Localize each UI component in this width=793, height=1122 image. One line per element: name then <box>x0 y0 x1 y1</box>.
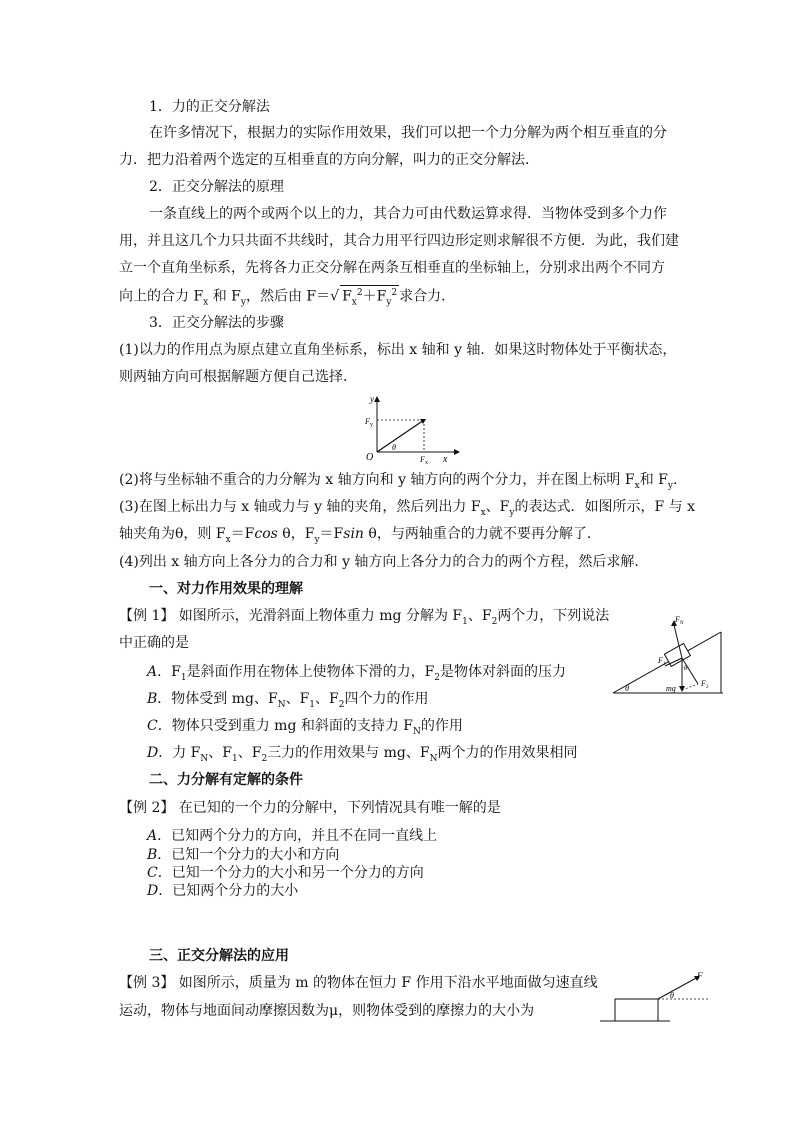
block-force-figure <box>598 965 716 1025</box>
fy-label: F <box>365 417 370 426</box>
coordinate-figure <box>362 392 462 464</box>
option-b[interactable]: B．物体受到 mg、$F_N$、$F_1$、$F_2$四个力的作用 <box>147 691 429 710</box>
option-a[interactable]: A．$F_1$是斜面作用在物体上使物体下滑的力，$F_2$是物体对斜面的压力 <box>147 664 567 683</box>
section-heading-2: 2．正交分解法的原理 <box>149 179 284 195</box>
section-heading-1: 1．力的正交分解法 <box>149 99 270 115</box>
x-label: x <box>443 454 448 464</box>
f1-label: F <box>658 656 663 665</box>
gravity-arrow <box>679 686 685 692</box>
question-line: 【例 1】 如图所示，光滑斜面上物体重力 mg 分解为 $F_1$、$F_2$两个力，下列说法 <box>119 608 610 627</box>
theta-label: θ <box>392 443 396 452</box>
theta-label: θ <box>670 991 674 1000</box>
section-title-2: 二、力分解有定解的条件 <box>149 772 303 788</box>
paragraph-line: 用，并且这几个力只共面不共线时，其合力用平行四边形定则求解很不方便．为此，我们建 <box>119 233 679 249</box>
sqrt-expression: $F_x^2+F_y^2$ <box>340 285 399 309</box>
section-title-1: 一、对力作用效果的理解 <box>149 581 303 597</box>
option-d[interactable]: D．力 $F_N$、$F_1$、$F_2$三力的作用效果与 mg、$F_N$两个力的作用效果相同 <box>147 745 578 764</box>
question-line: 运动，物体与地面间动摩擦因数为μ，则物体受到的摩擦力的大小为 <box>119 1003 535 1019</box>
f-label: F <box>697 971 703 981</box>
option-c[interactable]: C．已知一个分力的大小和另一个分力的方向 <box>147 865 424 881</box>
force-line <box>658 977 698 999</box>
paragraph-line: 立一个直角坐标系，先将各力正交分解在两条互相垂直的坐标轴上，分别求出两个不同方 <box>119 260 665 276</box>
question-line: 【例 2】 在已知的一个力的分解中，下列情况具有唯一解的是 <box>119 800 501 816</box>
step-line: 轴夹角为θ，则 $F_x=Fcos$ θ，$F_y=Fsin$ θ，与两轴重合的力就不要再分解了． <box>119 526 601 545</box>
fx-label: F <box>420 455 425 464</box>
fn-sub: N <box>680 621 684 626</box>
force-vector <box>377 420 424 452</box>
theta-label-b: θ <box>684 664 688 672</box>
block <box>615 999 658 1021</box>
question-line: 【例 3】 如图所示，质量为 m 的物体在恒力 F 作用下沿水平地面做匀速直线 <box>119 975 598 991</box>
incline-figure <box>608 612 728 697</box>
fx-sub: x <box>425 460 428 464</box>
paragraph-line: 一条直线上的两个或两个以上的力，其合力可由代数运算求得．当物体受到多个力作 <box>149 206 667 222</box>
step-line: (4)列出 x 轴方向上各分力的合力和 y 轴方向上各分力的合力的两个方程，然后求解. <box>119 554 639 570</box>
sqrt-symbol: √ <box>330 288 340 305</box>
fn-label: F <box>675 615 680 624</box>
option-d[interactable]: D．已知两个分力的大小 <box>147 883 299 899</box>
paragraph-line: 在许多情况下，根据力的实际作用效果，我们可以把一个力分解为两个相互垂直的分 <box>149 125 667 141</box>
option-b[interactable]: B．已知一个分力的大小和方向 <box>147 847 340 863</box>
formula-line: 向上的合力 $F_x$ 和 $F_y$，然后由 F＝√ $F_x^2+F_y^2$ 求合力． <box>119 285 455 312</box>
f1-sub: 1 <box>663 662 666 667</box>
y-label: y <box>370 394 374 404</box>
question-line: 中正确的是 <box>119 635 189 651</box>
f2-label: F <box>701 679 706 688</box>
x-axis-arrow <box>454 449 460 455</box>
step-line: (3)在图上标出力与 x 轴或力与 y 轴的夹角，然后列出力 $F_x$、$F_y$的表达式．如图所示，F 与 x <box>119 499 696 518</box>
step-line: (2)将与坐标轴不重合的力分解为 x 轴方向和 y 轴方向的两个分力，并在图上标明 $F_x$和 $F_y$. <box>119 472 678 491</box>
step-line: (1)以力的作用点为原点建立直角坐标系，标出 x 轴和 y 轴．如果这时物体处于平衡状态， <box>119 342 677 358</box>
step-line: 则两轴方向可根据解题方便自己选择． <box>119 369 357 385</box>
section-title-3: 三、正交分解法的应用 <box>149 948 289 964</box>
paragraph-line: 力．把力沿着两个选定的互相垂直的方向分解，叫力的正交分解法． <box>119 152 539 168</box>
block <box>664 643 690 666</box>
f2-sub: 2 <box>706 685 709 690</box>
y-axis-arrow <box>374 396 380 402</box>
section-heading-3: 3．正交分解法的步骤 <box>149 315 284 331</box>
mg-label: mg <box>666 684 676 693</box>
theta-label-a: θ <box>625 684 629 693</box>
origin-label: O <box>366 452 374 463</box>
fy-sub: y <box>370 422 373 428</box>
option-a[interactable]: A．已知两个分力的方向，并且不在同一直线上 <box>147 828 438 844</box>
option-c[interactable]: C．物体只受到重力 mg 和斜面的支持力 $F_N$的作用 <box>147 718 463 737</box>
